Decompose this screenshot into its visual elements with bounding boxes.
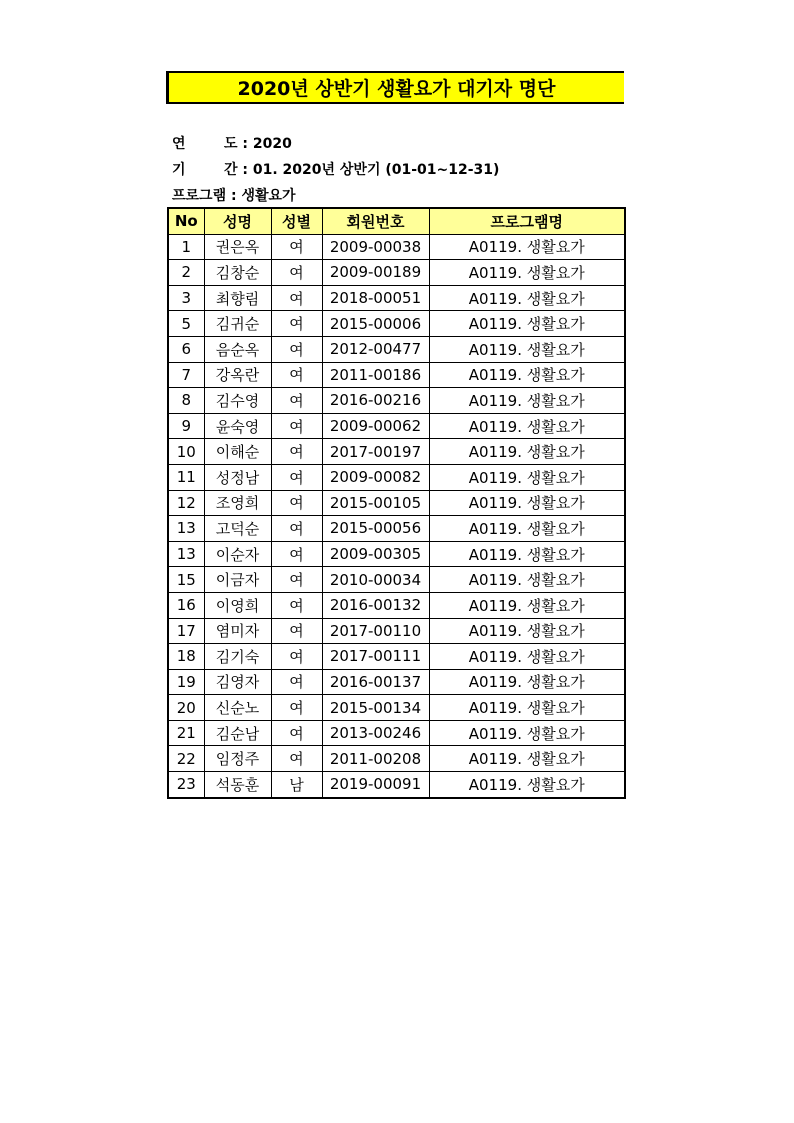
table-row	[168, 260, 625, 286]
table-row	[168, 311, 625, 337]
cell-no: 6	[168, 336, 204, 362]
cell-name: 석동훈	[204, 772, 271, 798]
table-header-row	[168, 208, 625, 234]
cell-no: 18	[168, 644, 204, 670]
cell-no: 8	[168, 388, 204, 414]
cell-member-id: 2015-00105	[322, 490, 429, 516]
cell-program: A0119. 생활요가	[429, 746, 625, 772]
cell-no: 10	[168, 439, 204, 465]
cell-program: A0119. 생활요가	[429, 772, 625, 798]
cell-program: A0119. 생활요가	[429, 362, 625, 388]
program-value: 생활요가	[241, 188, 296, 204]
table-row	[168, 720, 625, 746]
cell-no: 13	[168, 541, 204, 567]
cell-program: A0119. 생활요가	[429, 439, 625, 465]
cell-gender: 여	[271, 720, 322, 746]
cell-member-id: 2009-00038	[322, 234, 429, 260]
cell-no: 16	[168, 592, 204, 618]
cell-member-id: 2017-00197	[322, 439, 429, 465]
cell-member-id: 2017-00110	[322, 618, 429, 644]
cell-name: 임정주	[204, 746, 271, 772]
cell-member-id: 2016-00137	[322, 669, 429, 695]
program-label: 프로그램 :	[172, 188, 237, 204]
cell-name: 음순옥	[204, 336, 271, 362]
header-gender: 성별	[271, 208, 322, 234]
table-row	[168, 541, 625, 567]
cell-gender: 여	[271, 388, 322, 414]
cell-name: 권은옥	[204, 234, 271, 260]
table-row	[168, 464, 625, 490]
table-body	[168, 234, 625, 798]
table-row	[168, 490, 625, 516]
cell-program: A0119. 생활요가	[429, 464, 625, 490]
table-row	[168, 285, 625, 311]
cell-name: 강옥란	[204, 362, 271, 388]
table-row	[168, 592, 625, 618]
cell-program: A0119. 생활요가	[429, 413, 625, 439]
cell-program: A0119. 생활요가	[429, 567, 625, 593]
cell-member-id: 2015-00134	[322, 695, 429, 721]
cell-gender: 여	[271, 644, 322, 670]
cell-name: 염미자	[204, 618, 271, 644]
table-row	[168, 516, 625, 542]
cell-program: A0119. 생활요가	[429, 388, 625, 414]
cell-no: 22	[168, 746, 204, 772]
cell-name: 이금자	[204, 567, 271, 593]
cell-name: 이순자	[204, 541, 271, 567]
cell-gender: 남	[271, 772, 322, 798]
cell-name: 성정남	[204, 464, 271, 490]
header-name: 성명	[204, 208, 271, 234]
cell-member-id: 2015-00056	[322, 516, 429, 542]
cell-no: 7	[168, 362, 204, 388]
cell-member-id: 2018-00051	[322, 285, 429, 311]
cell-program: A0119. 생활요가	[429, 618, 625, 644]
cell-no: 12	[168, 490, 204, 516]
cell-no: 20	[168, 695, 204, 721]
cell-name: 신순노	[204, 695, 271, 721]
table-row	[168, 362, 625, 388]
cell-member-id: 2015-00006	[322, 311, 429, 337]
table-row	[168, 567, 625, 593]
cell-gender: 여	[271, 541, 322, 567]
cell-program: A0119. 생활요가	[429, 592, 625, 618]
cell-no: 17	[168, 618, 204, 644]
table-row	[168, 388, 625, 414]
cell-gender: 여	[271, 413, 322, 439]
period-value: 01. 2020년 상반기 (01-01~12-31)	[252, 162, 500, 178]
cell-no: 3	[168, 285, 204, 311]
meta-period	[172, 159, 499, 179]
year-label: 연	[172, 136, 186, 152]
page-title-text: 2020년 상반기 생활요가 대기자 명단	[237, 78, 556, 100]
cell-name: 김수영	[204, 388, 271, 414]
cell-member-id: 2016-00216	[322, 388, 429, 414]
cell-program: A0119. 생활요가	[429, 541, 625, 567]
table-row	[168, 772, 625, 798]
cell-program: A0119. 생활요가	[429, 311, 625, 337]
table-row	[168, 439, 625, 465]
meta-program	[172, 185, 296, 205]
cell-name: 고덕순	[204, 516, 271, 542]
cell-no: 23	[168, 772, 204, 798]
header-no: No	[168, 208, 204, 234]
cell-gender: 여	[271, 311, 322, 337]
cell-gender: 여	[271, 669, 322, 695]
header-program: 프로그램명	[429, 208, 625, 234]
table-row	[168, 644, 625, 670]
table-row	[168, 234, 625, 260]
table-row	[168, 413, 625, 439]
roster-table	[167, 207, 626, 799]
cell-member-id: 2009-00082	[322, 464, 429, 490]
meta-year	[172, 133, 292, 153]
year-label2: 도 :	[224, 136, 248, 152]
cell-gender: 여	[271, 592, 322, 618]
cell-gender: 여	[271, 439, 322, 465]
table-row	[168, 336, 625, 362]
cell-gender: 여	[271, 260, 322, 286]
table-row	[168, 746, 625, 772]
cell-gender: 여	[271, 695, 322, 721]
cell-no: 2	[168, 260, 204, 286]
cell-no: 9	[168, 413, 204, 439]
cell-gender: 여	[271, 490, 322, 516]
cell-gender: 여	[271, 336, 322, 362]
cell-member-id: 2009-00305	[322, 541, 429, 567]
cell-gender: 여	[271, 746, 322, 772]
cell-member-id: 2017-00111	[322, 644, 429, 670]
cell-gender: 여	[271, 464, 322, 490]
cell-name: 김기숙	[204, 644, 271, 670]
cell-program: A0119. 생활요가	[429, 644, 625, 670]
cell-program: A0119. 생활요가	[429, 234, 625, 260]
cell-member-id: 2010-00034	[322, 567, 429, 593]
cell-no: 19	[168, 669, 204, 695]
cell-program: A0119. 생활요가	[429, 669, 625, 695]
table-row	[168, 618, 625, 644]
cell-gender: 여	[271, 567, 322, 593]
cell-no: 21	[168, 720, 204, 746]
cell-gender: 여	[271, 234, 322, 260]
table-row	[168, 695, 625, 721]
cell-member-id: 2016-00132	[322, 592, 429, 618]
cell-member-id: 2012-00477	[322, 336, 429, 362]
table-row	[168, 669, 625, 695]
cell-no: 5	[168, 311, 204, 337]
cell-gender: 여	[271, 285, 322, 311]
cell-program: A0119. 생활요가	[429, 285, 625, 311]
cell-gender: 여	[271, 618, 322, 644]
period-label: 기	[172, 162, 186, 178]
cell-program: A0119. 생활요가	[429, 336, 625, 362]
cell-no: 1	[168, 234, 204, 260]
cell-program: A0119. 생활요가	[429, 516, 625, 542]
cell-no: 13	[168, 516, 204, 542]
cell-gender: 여	[271, 516, 322, 542]
cell-no: 11	[168, 464, 204, 490]
cell-name: 이해순	[204, 439, 271, 465]
cell-member-id: 2011-00186	[322, 362, 429, 388]
cell-member-id: 2013-00246	[322, 720, 429, 746]
cell-name: 조영희	[204, 490, 271, 516]
year-value: 2020	[252, 136, 292, 152]
cell-member-id: 2009-00062	[322, 413, 429, 439]
cell-name: 이영희	[204, 592, 271, 618]
cell-program: A0119. 생활요가	[429, 720, 625, 746]
cell-member-id: 2011-00208	[322, 746, 429, 772]
page-title	[166, 71, 624, 104]
cell-name: 김영자	[204, 669, 271, 695]
cell-name: 김순남	[204, 720, 271, 746]
cell-program: A0119. 생활요가	[429, 260, 625, 286]
cell-no: 15	[168, 567, 204, 593]
header-member-id: 회원번호	[322, 208, 429, 234]
cell-member-id: 2009-00189	[322, 260, 429, 286]
cell-name: 윤숙영	[204, 413, 271, 439]
cell-program: A0119. 생활요가	[429, 490, 625, 516]
cell-member-id: 2019-00091	[322, 772, 429, 798]
period-label2: 간 :	[224, 162, 248, 178]
cell-name: 최향림	[204, 285, 271, 311]
cell-program: A0119. 생활요가	[429, 695, 625, 721]
cell-gender: 여	[271, 362, 322, 388]
cell-name: 김귀순	[204, 311, 271, 337]
cell-name: 김창순	[204, 260, 271, 286]
